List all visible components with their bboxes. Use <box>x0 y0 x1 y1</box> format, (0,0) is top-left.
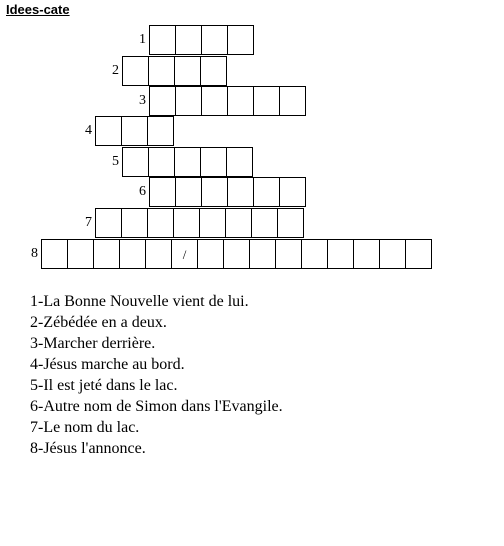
crossword-cell[interactable] <box>253 86 280 116</box>
crossword-cell[interactable] <box>174 147 201 177</box>
crossword-cell[interactable] <box>327 239 354 269</box>
clue-item: 2-Zébédée en a deux. <box>30 314 167 331</box>
crossword-cell[interactable] <box>95 116 122 146</box>
crossword-cell[interactable] <box>148 147 175 177</box>
clue-list <box>30 291 283 459</box>
crossword-cell[interactable] <box>199 208 226 238</box>
crossword-cell[interactable] <box>148 56 175 86</box>
clue-item: 7-Le nom du lac. <box>30 419 140 436</box>
crossword-cell[interactable] <box>353 239 380 269</box>
crossword-cell[interactable] <box>201 25 228 55</box>
crossword-cell[interactable]: / <box>171 239 198 269</box>
crossword-cell[interactable] <box>275 239 302 269</box>
crossword-cell[interactable] <box>93 239 120 269</box>
row-cells <box>122 56 227 86</box>
crossword-cell[interactable] <box>147 208 174 238</box>
crossword-cell[interactable] <box>122 147 149 177</box>
crossword-cell[interactable] <box>67 239 94 269</box>
crossword-cell[interactable] <box>175 177 202 207</box>
crossword-cell[interactable] <box>279 177 306 207</box>
crossword-row <box>0 56 504 86</box>
crossword-cell[interactable] <box>379 239 406 269</box>
row-number: 4 <box>85 123 92 138</box>
crossword-cell[interactable] <box>251 208 278 238</box>
crossword-cell[interactable] <box>227 177 254 207</box>
crossword-row <box>0 86 504 116</box>
crossword-cell[interactable] <box>121 116 148 146</box>
crossword-cell[interactable] <box>173 208 200 238</box>
crossword-cell[interactable] <box>405 239 432 269</box>
crossword-cell[interactable] <box>95 208 122 238</box>
page-title: Idees-cate <box>6 2 70 17</box>
crossword-cell[interactable] <box>201 177 228 207</box>
crossword-row <box>0 239 504 269</box>
crossword-cell[interactable] <box>149 177 176 207</box>
row-number: 2 <box>112 63 119 78</box>
crossword-cell[interactable] <box>201 86 228 116</box>
clue-item: 8-Jésus l'annonce. <box>30 440 146 457</box>
crossword-cell[interactable] <box>279 86 306 116</box>
crossword-cell[interactable] <box>122 56 149 86</box>
crossword-cell[interactable] <box>249 239 276 269</box>
crossword-cell[interactable] <box>301 239 328 269</box>
row-number: 8 <box>31 246 38 261</box>
crossword-row <box>0 177 504 207</box>
crossword-cell[interactable] <box>147 116 174 146</box>
crossword-cell[interactable] <box>223 239 250 269</box>
row-number: 6 <box>139 184 146 199</box>
row-cells <box>41 239 432 269</box>
crossword-cell[interactable] <box>277 208 304 238</box>
clue-item: 3-Marcher derrière. <box>30 335 156 352</box>
crossword-cell[interactable] <box>149 86 176 116</box>
crossword-cell[interactable] <box>175 86 202 116</box>
row-number: 5 <box>112 154 119 169</box>
crossword-cell[interactable] <box>197 239 224 269</box>
crossword-row <box>0 208 504 238</box>
crossword-cell[interactable] <box>225 208 252 238</box>
crossword-row <box>0 116 504 146</box>
crossword-cell[interactable] <box>175 25 202 55</box>
clue-item: 5-Il est jeté dans le lac. <box>30 377 178 394</box>
crossword-cell[interactable] <box>200 56 227 86</box>
row-cells <box>149 86 306 116</box>
row-cells <box>149 25 254 55</box>
crossword-cell[interactable] <box>174 56 201 86</box>
row-cells <box>149 177 306 207</box>
crossword-cell[interactable] <box>121 208 148 238</box>
crossword-cell[interactable] <box>119 239 146 269</box>
clue-item: 4-Jésus marche au bord. <box>30 356 185 373</box>
row-cells <box>122 147 253 177</box>
crossword-row <box>0 147 504 177</box>
crossword-cell[interactable] <box>227 86 254 116</box>
crossword-cell[interactable] <box>41 239 68 269</box>
crossword-cell[interactable] <box>200 147 227 177</box>
row-cells <box>95 208 304 238</box>
crossword-row <box>0 25 504 55</box>
row-number: 3 <box>139 93 146 108</box>
row-number: 7 <box>85 215 92 230</box>
row-cells <box>95 116 174 146</box>
clue-item: 1-La Bonne Nouvelle vient de lui. <box>30 293 249 310</box>
crossword-cell[interactable] <box>226 147 253 177</box>
crossword-cell[interactable] <box>149 25 176 55</box>
row-number: 1 <box>139 32 146 47</box>
crossword-cell[interactable] <box>227 25 254 55</box>
crossword-cell[interactable] <box>253 177 280 207</box>
clue-item: 6-Autre nom de Simon dans l'Evangile. <box>30 398 283 415</box>
crossword-cell[interactable] <box>145 239 172 269</box>
